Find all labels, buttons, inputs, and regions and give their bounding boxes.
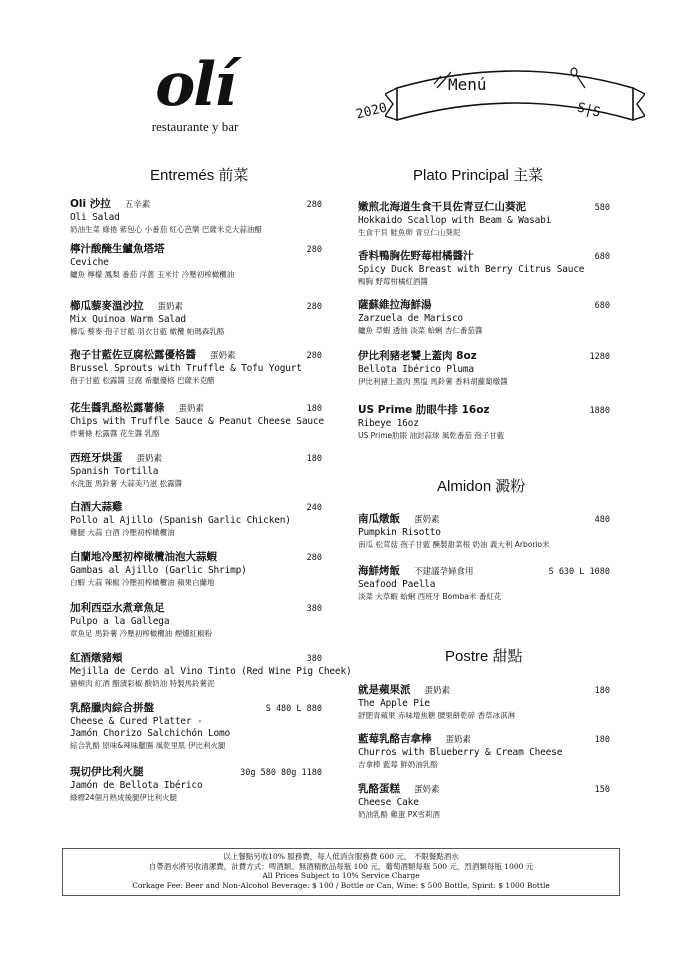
item-cn-label: 乳酪臘肉綜合拼盤 [70,702,154,714]
item-description: 櫛瓜 藜麥 孢子甘藍 羽衣甘藍 橄欖 帕瑪森乳酪 [70,327,225,336]
item-cn-label: 香料鴨胸佐野莓柑橘醬汁 [358,250,474,262]
item-diet-note: 蛋奶素 [157,302,184,312]
item-cn-label: 現切伊比利火腿 [70,766,144,778]
item-price: 680 [594,301,610,311]
menu-item [358,250,610,287]
item-cn-label: 櫛瓜藜麥溫沙拉 [70,300,144,312]
item-cn-label: 白酒大蒜雞 [70,501,123,513]
item-chinese-name [358,684,610,698]
menu-item [70,452,322,489]
item-price: 180 [594,686,610,696]
menu-item [358,733,610,770]
footer-line: 以上餐點另收10% 服務費，每人低消含服務費 600 元， 不限餐點酒水 [223,852,459,861]
menu-item [70,402,322,439]
item-chinese-name [70,300,322,314]
menu-item [70,198,322,235]
item-price: 180 [594,735,610,745]
item-english-name: Mejilla de Cerdo al Vino Tinto (Red Wine Pig Cheek) [70,666,352,677]
restaurant-logo [140,50,250,135]
footer-line: 自帶酒水將另收清潔費，計費方式：啤酒類、無酒精飲品每瓶 100 元，葡萄酒類每瓶 500 元，烈酒類每瓶 1000 元 [148,861,534,871]
item-description: 綠標24個月熟成後腿伊比利火腿 [70,793,178,802]
item-cn-label: 乳酪蛋糕 [358,783,400,795]
banner-season: S|S [575,100,602,121]
item-price: 280 [306,200,322,210]
item-english-name: Seafood Paella [358,579,436,590]
item-description: 綜合乳酪 原味&辣味臘腸 風乾里肌 伊比利火腿 [70,741,226,750]
item-cn-label: 伊比利豬老饕上蓋肉 8oz [358,350,477,362]
item-english-name: Zarzuela de Marisco [358,313,463,324]
item-english-name: Gambas al Ajillo (Garlic Shrimp) [70,565,247,576]
section-title-postre: Postre 甜點 [445,648,523,665]
footer-notice [62,848,620,896]
item-cn-label: 孢子甘藍佐豆腐松露優格醬 [70,349,196,361]
item-price: 1280 [589,352,610,362]
item-cn-label: 西班牙烘蛋 [70,452,123,464]
menu-item [358,350,610,387]
menu-item [70,501,322,538]
item-price: S 630 L 1080 [548,567,610,577]
item-description: 水洗蛋 馬鈴薯 大蒜美乃滋 松露醬 [70,479,183,488]
item-description: 炸薯條 松露醬 花生醬 乳酪 [70,429,160,438]
item-english-name: Chips with Truffle Sauce & Peanut Cheese Sauce [70,416,324,427]
item-cn-label: 就是蘋果派 [358,684,411,696]
item-price: 680 [594,252,610,262]
menu-item [70,349,322,386]
item-cn-label: 白蘭地冷壓初榨橄欖油泡大蒜蝦 [70,551,217,563]
item-description: 雞腿 大蒜 白酒 冷壓初榨橄欖油 [70,528,175,537]
item-chinese-name [70,402,322,416]
item-description: 生食干貝 鮭魚卵 青豆仁山葵泥 [358,228,461,237]
item-cn-label: 嫩煎北海道生食干貝佐青豆仁山葵泥 [358,201,526,213]
item-cn-label: 花生醬乳酪松露薯條 [70,402,165,414]
menu-item [358,201,610,238]
banner-year: 2020 [354,100,389,123]
menu-item [70,602,322,639]
item-english-name: Bellota Ibérico Pluma [358,364,474,375]
banner-menu-label: Menú [448,75,487,94]
item-english-name: Churros with Blueberry & Cream Cheese [358,747,563,758]
item-price: 150 [594,785,610,795]
menu-item [358,684,610,721]
item-chinese-name [70,349,322,363]
item-cn-label: 薩蘇維拉海鮮湯 [358,299,432,311]
menu-item [70,551,322,588]
item-description: 南瓜 松茸菇 孢子甘藍 醃製甜菜根 奶油 義大利 Arborio米 [358,540,550,549]
item-diet-note: 蛋奶素 [414,785,440,795]
item-cn-label: 海鮮烤飯 [358,565,400,577]
menu-item [70,243,322,280]
item-english-name: Ribeye 16oz [358,418,419,429]
item-english-name: Jamón de Bellota Ibérico [70,780,203,791]
item-english-name: Pulpo a la Gallega [70,616,170,627]
item-diet-note: 蛋奶素 [424,686,451,696]
item-diet-note: 不建議孕婦食用 [414,567,474,577]
footer-line: Corkage Fee: Beer and Non-Alcohol Beverage: $ 100 / Bottle or Can, Wine: $ 500 Bottle, Spirit: $ 1000 Bottle [132,880,550,890]
item-cn-label: 檸汁酸醃生鱸魚塔塔 [70,243,165,255]
item-price: S 480 L 880 [265,704,322,714]
item-chinese-name [70,501,322,515]
menu-item [70,300,322,337]
item-english-name: Mix Quinoa Warm Salad [70,314,186,325]
menu-item [358,513,610,550]
menu-item [358,565,610,602]
item-diet-note: 蛋奶素 [136,454,163,464]
menu-item [70,766,322,803]
item-diet-note: 蛋奶素 [445,735,472,745]
footer-line: All Prices Subject to 10% Service Charge [262,871,420,880]
item-english-name: Ceviche [70,257,109,268]
menu-item [70,652,352,689]
item-chinese-name [70,652,322,666]
item-description: 孢子甘藍 松露醬 豆腐 希臘優格 巴薩米克醋 [70,376,215,385]
item-price: 280 [306,553,322,563]
item-description: 奶油生菜 綠捲 紫包心 小番茄 紅心芭樂 巴薩米克大蒜油醋 [70,225,262,234]
item-chinese-name [70,198,322,212]
logo-subtitle: restaurante y bar [151,119,239,134]
item-english-name: Cheese & Cured Platter - Jamón Chorizo Salchichón Lomo [70,716,231,739]
item-english-name: Pumpkin Risotto [358,527,441,538]
logo-wordmark: olí [155,50,235,120]
menu-item [358,783,610,820]
item-description: 豬頰肉 紅酒 醋漬彩椒 酸奶油 特製馬鈴薯泥 [70,679,215,688]
item-chinese-name [358,513,610,527]
item-price: 580 [594,203,610,213]
item-diet-note: 五辛素 [124,200,151,210]
menu-banner-ribbon [385,60,645,140]
item-chinese-name [358,350,610,364]
item-price: 280 [306,351,322,361]
item-chinese-name [70,452,322,466]
item-english-name: Pollo al Ajillo (Spanish Garlic Chicken) [70,515,291,526]
item-cn-label: 加利西亞水煮章魚足 [70,602,165,614]
item-description: 鱸魚 檸檬 鳳梨 番茄 洋蔥 玉米片 冷壓初榨橄欖油 [70,270,235,279]
item-english-name: Cheese Cake [358,797,419,808]
menu-item [358,404,610,441]
item-description: 伊比利豬上蓋肉 黑塩 馬鈴薯 香料胡蘿蔔燉醬 [358,377,508,386]
item-chinese-name [70,602,322,616]
item-description: 淡菜 大草蝦 蛤蜊 西班牙 Bomba米 番紅花 [358,592,502,601]
item-description: 吉拿棒 藍莓 鮮奶油乳酪 [358,760,438,769]
item-cn-label: Oli 沙拉 [70,198,111,210]
item-price: 30g 580 80g 1180 [240,768,322,778]
item-cn-label: 紅酒燉豬頰 [70,652,123,664]
item-english-name: Brussel Sprouts with Truffle & Tofu Yogurt [70,363,302,374]
item-cn-label: 南瓜燉飯 [358,513,400,525]
item-description: 舒肥青蘋果 赤味增焦糖 腰果餅乾碎 香草冰淇淋 [358,711,516,720]
item-description: 白蝦 大蒜 辣椒 冷壓初榨橄欖油 蘋果白蘭地 [70,578,215,587]
item-price: 280 [306,302,322,312]
item-chinese-name [358,299,610,313]
item-chinese-name [358,733,610,747]
item-description: 奶油乳酪 雞蛋 PX雪莉酒 [358,810,440,819]
menu-item [70,702,322,751]
item-cn-label: US Prime 肋眼牛排 16oz [358,404,490,416]
item-chinese-name [358,250,610,264]
item-price: 380 [306,654,322,664]
item-diet-note: 蛋奶素 [210,351,236,361]
item-english-name: Hokkaido Scallop with Beam & Wasabi [358,215,552,226]
menu-item [358,299,610,336]
item-diet-note: 蛋奶素 [414,515,440,525]
item-english-name: Spanish Tortilla [70,466,159,477]
item-description: 鱸魚 草蝦 透抽 淡菜 蛤蜊 杏仁番茄醬 [358,326,483,335]
item-description: 章魚足 馬鈴薯 冷壓初榨橄欖油 煙燻紅椒粉 [70,629,213,638]
item-price: 1880 [589,406,610,416]
item-price: 380 [306,604,322,614]
item-english-name: Oli Salad [70,212,120,223]
item-price: 240 [306,503,322,513]
item-chinese-name [70,551,322,565]
item-cn-label: 藍莓乳酪吉拿棒 [358,733,432,745]
item-price: 280 [306,245,322,255]
item-chinese-name [358,201,610,215]
section-title-almidon: Almidon 澱粉 [437,478,526,495]
section-title-principal: Plato Principal 主菜 [413,167,544,184]
item-chinese-name [358,783,610,797]
item-diet-note: 蛋奶素 [178,404,205,414]
item-description: US Prime肋眼 油封蒜球 風乾番茄 孢子甘藍 [358,431,505,440]
item-price: 180 [306,404,322,414]
item-english-name: Spicy Duck Breast with Berry Citrus Sauce [358,264,585,275]
item-chinese-name [358,404,610,418]
item-description: 鴨胸 野莓柑橘紅酒醬 [358,277,428,286]
item-price: 480 [594,515,610,525]
item-english-name: The Apple Pie [358,698,430,709]
item-chinese-name [70,243,322,257]
item-price: 180 [306,454,322,464]
section-title-entremes: Entremés 前菜 [150,167,249,184]
